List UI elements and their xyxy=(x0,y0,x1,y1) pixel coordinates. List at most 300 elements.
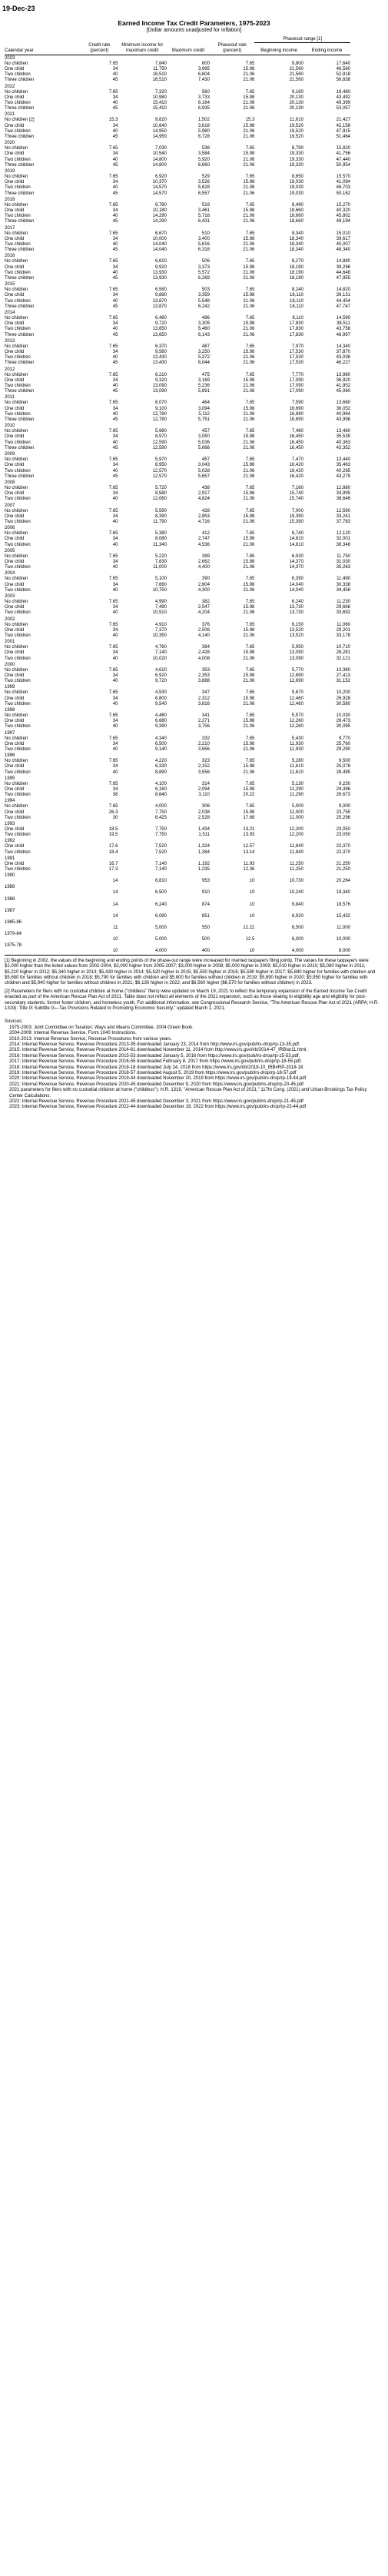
beginning-income: 19,520 xyxy=(289,128,303,134)
ending-income: 15,270 xyxy=(336,202,350,208)
credit-rate: 40 xyxy=(112,128,118,134)
min-income: 6,080 xyxy=(154,913,167,919)
empty-cell xyxy=(254,310,303,316)
empty-cell xyxy=(303,84,350,90)
row-label: No children xyxy=(5,690,28,696)
beginning-income: 11,610 xyxy=(290,764,303,769)
row-label: Three children xyxy=(5,304,35,309)
max-credit: 3,526 xyxy=(197,180,210,185)
max-credit: 364 xyxy=(201,645,210,650)
beginning-income: 14,810 xyxy=(289,537,303,542)
year-label: 1987 xyxy=(5,908,15,913)
max-credit: 475 xyxy=(201,372,210,377)
beginning-income: 16,690 xyxy=(289,406,303,411)
row-label: No children xyxy=(5,577,28,582)
ending-income: 29,201 xyxy=(336,627,350,633)
max-credit: 1,384 xyxy=(197,849,210,855)
empty-cell xyxy=(303,225,350,231)
empty-cell xyxy=(81,753,118,759)
row-label: No children xyxy=(5,759,28,764)
empty-cell xyxy=(118,55,167,61)
table-row xyxy=(5,163,350,168)
table-row xyxy=(5,175,350,180)
phaseout-rate: 15.98 xyxy=(243,627,255,633)
empty-cell xyxy=(81,480,118,486)
ending-income: 27,413 xyxy=(336,673,350,678)
credit-rate: 34 xyxy=(112,236,118,241)
row-label: Two children xyxy=(5,72,31,78)
phaseout-rate: 7.65 xyxy=(245,401,255,406)
phaseout-rate: 21.06 xyxy=(243,468,255,474)
table-row xyxy=(5,610,350,616)
ending-income: 26,928 xyxy=(336,696,350,701)
year-label: 1998 xyxy=(5,708,15,713)
min-income: 13,650 xyxy=(152,327,167,332)
ending-income: 38,511 xyxy=(337,321,350,327)
row-label: Three children xyxy=(5,248,35,253)
beginning-income: 19,330 xyxy=(289,162,303,168)
max-credit: 5,572 xyxy=(197,270,210,275)
credit-rate: 34 xyxy=(112,406,118,411)
empty-cell xyxy=(303,394,350,401)
credit-rate: 40 xyxy=(112,747,118,753)
max-credit: 560 xyxy=(201,89,210,95)
max-credit: 500 xyxy=(201,937,210,942)
max-credit: 2,747 xyxy=(197,537,210,542)
credit-rate: 10 xyxy=(81,949,118,955)
table-row xyxy=(5,271,350,276)
credit-rate: 7.65 xyxy=(108,690,118,696)
phaseout-rate: 13.21 xyxy=(243,827,255,833)
min-income: 7,370 xyxy=(154,627,167,633)
phaseout-rate: 7.65 xyxy=(245,759,255,764)
empty-cell xyxy=(254,367,303,373)
table-row xyxy=(5,389,350,394)
source-item: 2017: Internal Revenue Service, Revenue Procedure 2016-55 downloaded February 8, 2017 from https://www.irs.gov/pub/irs-drop/rp-16-55.pdf. xyxy=(9,1059,302,1065)
ending-income: 15,432 xyxy=(336,913,350,919)
year-label: 1994 xyxy=(5,799,15,804)
ending-income: 12,590 xyxy=(336,508,350,514)
max-credit: 3,043 xyxy=(197,463,210,468)
credit-rate: 17.6 xyxy=(108,844,118,849)
sources-list xyxy=(5,1025,380,1111)
min-income: 13,930 xyxy=(152,270,167,275)
min-income: 8,970 xyxy=(154,434,167,440)
row-label: No children xyxy=(5,259,28,264)
ending-income: 17,640 xyxy=(336,61,350,66)
header-calendar-year: Calendar year xyxy=(5,43,81,55)
beginning-income: 16,420 xyxy=(289,463,303,468)
empty-cell xyxy=(167,639,210,645)
table-row xyxy=(5,288,350,293)
empty-cell xyxy=(81,776,118,782)
empty-cell xyxy=(118,919,167,926)
header-min-income: Minimum income for maximum credit xyxy=(118,43,167,55)
beginning-income: 18,190 xyxy=(289,276,303,281)
empty-cell xyxy=(81,821,118,827)
credit-rate: 34 xyxy=(112,350,118,355)
phaseout-rate: 21.06 xyxy=(243,701,255,706)
ending-income: 47,440 xyxy=(336,157,350,162)
row-label: Two children xyxy=(5,849,31,855)
empty-cell xyxy=(118,856,167,862)
ending-income: 40,363 xyxy=(336,440,350,445)
phaseout-rate: 15.98 xyxy=(243,491,255,497)
empty-cell xyxy=(167,942,210,949)
min-income: 9,560 xyxy=(154,350,167,355)
beginning-income: 11,290 xyxy=(290,787,303,793)
beginning-income: 19,330 xyxy=(289,157,303,162)
beginning-income: 8,240 xyxy=(291,288,303,293)
ending-income: 38,646 xyxy=(336,497,350,502)
ending-income: 11,230 xyxy=(337,599,350,604)
beginning-income: 16,450 xyxy=(289,445,303,450)
credit-rate: 45 xyxy=(112,332,118,337)
empty-cell xyxy=(118,394,167,401)
table-row xyxy=(5,219,350,224)
max-credit: 3,110 xyxy=(198,793,210,798)
empty-cell xyxy=(167,707,210,713)
ending-income: 23,050 xyxy=(336,827,350,833)
empty-cell xyxy=(254,931,303,937)
min-income: 10,020 xyxy=(152,656,167,661)
empty-cell xyxy=(81,798,118,804)
beginning-income: 5,570 xyxy=(291,713,303,718)
credit-rate: 7.65 xyxy=(108,259,118,264)
source-item: 1975-2003: Joint Committee on Taxation; Ways and Means Committee, 2004 Green Book. xyxy=(9,1025,194,1030)
credit-rate: 40 xyxy=(112,214,118,219)
beginning-income: 6,000 xyxy=(291,937,303,942)
empty-cell xyxy=(118,684,167,690)
empty-cell xyxy=(210,798,254,804)
beginning-income: 12,200 xyxy=(289,833,303,838)
empty-cell xyxy=(210,548,254,554)
max-credit: 2,038 xyxy=(197,809,210,815)
beginning-income: 6,740 xyxy=(291,531,303,537)
table-row xyxy=(5,95,350,101)
max-credit: 2,428 xyxy=(197,650,210,656)
table-row xyxy=(5,429,350,434)
credit-rate: 40 xyxy=(112,440,118,445)
max-credit: 3,050 xyxy=(197,434,210,440)
table-row xyxy=(5,867,350,873)
phaseout-rate: 21.06 xyxy=(243,191,255,196)
beginning-income: 13,730 xyxy=(289,605,303,610)
phaseout-rate: 21.06 xyxy=(243,219,255,224)
table-row xyxy=(5,106,350,111)
document-date: 19-Dec-23 xyxy=(2,5,35,12)
row-label: One child xyxy=(5,406,25,411)
beginning-income: 17,830 xyxy=(289,321,303,327)
credit-rate: 45 xyxy=(112,106,118,111)
table-row xyxy=(5,129,350,135)
ending-income: 15,010 xyxy=(336,231,350,236)
credit-rate: 30 xyxy=(112,815,118,820)
table-row xyxy=(5,764,350,769)
phaseout-rate: 7.65 xyxy=(245,553,255,559)
phaseout-rate: 7.65 xyxy=(245,89,255,95)
ending-income: 13,660 xyxy=(336,401,350,406)
empty-cell xyxy=(303,55,350,61)
empty-cell xyxy=(118,821,167,827)
row-label: One child xyxy=(5,95,25,100)
credit-rate: 34 xyxy=(112,463,118,468)
table-row xyxy=(5,844,350,849)
empty-cell xyxy=(254,281,303,288)
table-row xyxy=(5,793,350,798)
year-row xyxy=(5,896,350,902)
credit-rate: 7.65 xyxy=(108,231,118,236)
empty-cell xyxy=(81,423,118,429)
empty-cell xyxy=(210,570,254,577)
empty-cell xyxy=(81,896,118,902)
ending-income: 10,000 xyxy=(336,937,350,942)
min-income: 9,140 xyxy=(154,747,167,753)
empty-cell xyxy=(118,480,167,486)
phaseout-rate: 21.06 xyxy=(243,72,255,78)
phaseout-rate: 11.93 xyxy=(243,861,255,866)
empty-cell xyxy=(167,856,210,862)
empty-cell xyxy=(118,908,167,914)
max-credit: 457 xyxy=(201,457,210,463)
phaseout-rate: 21.06 xyxy=(243,100,255,105)
ending-income: 33,692 xyxy=(336,610,350,616)
table-row xyxy=(5,827,350,833)
beginning-income: 19,520 xyxy=(289,123,303,128)
phaseout-rate: 7.65 xyxy=(245,316,255,321)
ending-income: 47,955 xyxy=(336,276,350,281)
credit-rate: 45 xyxy=(112,445,118,450)
beginning-income: 11,610 xyxy=(290,118,303,123)
row-label: Three children xyxy=(5,276,35,281)
empty-cell xyxy=(210,856,254,862)
beginning-income: 11,250 xyxy=(290,861,303,866)
year-row xyxy=(5,140,350,146)
credit-rate: 34 xyxy=(112,627,118,633)
ending-income: 50,954 xyxy=(336,162,350,168)
min-income: 4,000 xyxy=(154,804,167,809)
min-income: 14,040 xyxy=(152,242,167,247)
page xyxy=(0,0,388,1118)
year-label: 2011 xyxy=(5,395,15,401)
credit-rate: 7.65 xyxy=(108,622,118,627)
table-row xyxy=(5,463,350,468)
min-income: 8,425 xyxy=(154,815,167,820)
row-label: Three children xyxy=(5,191,35,196)
ending-income: 45,802 xyxy=(336,214,350,219)
empty-cell xyxy=(167,684,210,690)
beginning-income: 16,690 xyxy=(289,411,303,417)
empty-cell xyxy=(167,570,210,577)
min-income: 10,750 xyxy=(152,587,167,593)
phaseout-rate: 15.98 xyxy=(243,321,255,327)
empty-cell xyxy=(118,367,167,373)
ending-income: 16,480 xyxy=(336,89,350,95)
table-row xyxy=(5,191,350,197)
beginning-income: 13,520 xyxy=(289,633,303,638)
table-title: Earned Income Tax Credit Parameters, 1975-2023 xyxy=(118,19,270,27)
table-row xyxy=(5,937,350,942)
beginning-income: 18,660 xyxy=(289,214,303,219)
empty-cell xyxy=(303,896,350,902)
empty-cell xyxy=(303,856,350,862)
row-label xyxy=(5,949,81,955)
min-income: 15,410 xyxy=(152,100,167,105)
empty-cell xyxy=(167,84,210,90)
ending-income: 14,880 xyxy=(336,259,350,264)
empty-cell xyxy=(303,776,350,782)
empty-cell xyxy=(167,55,210,61)
max-credit: 6,728 xyxy=(197,134,210,139)
phaseout-rate: 7.65 xyxy=(245,429,255,434)
empty-cell xyxy=(254,884,303,890)
empty-cell xyxy=(167,394,210,401)
empty-cell xyxy=(210,776,254,782)
empty-cell xyxy=(254,525,303,531)
min-income: 12,590 xyxy=(152,440,167,445)
empty-cell xyxy=(303,908,350,914)
table-row xyxy=(5,333,350,338)
year-row xyxy=(5,753,350,759)
ending-income: 45,007 xyxy=(336,242,350,247)
empty-cell xyxy=(118,884,167,890)
table-row xyxy=(5,316,350,321)
year-label: 2001 xyxy=(5,640,15,645)
max-credit: 2,094 xyxy=(197,787,210,793)
empty-cell xyxy=(118,730,167,736)
empty-cell xyxy=(210,942,254,949)
empty-cell xyxy=(118,225,167,231)
min-income: 7,140 xyxy=(154,867,167,873)
row-label: One child xyxy=(5,377,25,383)
max-credit: 5,716 xyxy=(197,214,210,219)
row-label: No children xyxy=(5,781,28,786)
ending-income: 37,870 xyxy=(336,350,350,355)
min-income: 9,920 xyxy=(154,264,167,270)
table-row xyxy=(5,214,350,219)
ending-income: 39,296 xyxy=(336,264,350,270)
max-credit: 487 xyxy=(201,344,210,349)
credit-rate: 34 xyxy=(112,66,118,71)
empty-cell xyxy=(303,253,350,259)
max-credit: 2,353 xyxy=(197,673,210,678)
max-credit: 851 xyxy=(201,913,210,919)
beginning-income: 16,450 xyxy=(289,440,303,445)
max-credit: 519 xyxy=(201,202,210,208)
credit-rate: 7.65 xyxy=(108,146,118,151)
beginning-income: 14,040 xyxy=(289,587,303,593)
beginning-income: 11,000 xyxy=(290,809,303,815)
credit-rate: 19.5 xyxy=(108,833,118,838)
max-credit: 2,547 xyxy=(197,605,210,610)
phaseout-rate: 21.06 xyxy=(243,679,255,684)
row-label: Two children xyxy=(5,214,31,219)
ending-income: 21,427 xyxy=(336,118,350,123)
ending-income: 51,464 xyxy=(336,134,350,139)
phaseout-rate: 10 xyxy=(249,913,255,919)
year-row xyxy=(5,525,350,531)
credit-rate: 7.65 xyxy=(108,759,118,764)
empty-cell xyxy=(167,503,210,509)
phaseout-rate: 7.65 xyxy=(245,713,255,718)
row-label: No children xyxy=(5,202,28,208)
empty-cell xyxy=(303,707,350,713)
max-credit: 3,733 xyxy=(197,95,210,100)
table-row xyxy=(5,719,350,724)
beginning-income: 12,690 xyxy=(289,673,303,678)
max-credit: 6,143 xyxy=(197,332,210,337)
phaseout-rate: 21.06 xyxy=(243,474,255,479)
max-credit: 353 xyxy=(201,667,210,673)
credit-rate: 34 xyxy=(112,559,118,564)
empty-cell xyxy=(118,525,167,531)
row-label: One child xyxy=(5,673,25,678)
min-income: 8,640 xyxy=(154,793,167,798)
phaseout-rate: 15.98 xyxy=(243,582,255,587)
phaseout-rate: 15.98 xyxy=(243,66,255,71)
ending-income: 13,440 xyxy=(336,457,350,463)
table-row xyxy=(5,407,350,412)
beginning-income: 4,000 xyxy=(254,949,303,955)
ending-income: 29,290 xyxy=(336,747,350,753)
row-label: Two children xyxy=(5,355,31,361)
table-row xyxy=(5,151,350,157)
empty-cell xyxy=(303,730,350,736)
min-income: 13,430 xyxy=(152,361,167,366)
beginning-income: 14,370 xyxy=(289,559,303,564)
row-label: Two children xyxy=(5,656,31,661)
phaseout-rate: 15.98 xyxy=(243,350,255,355)
year-row xyxy=(5,919,350,926)
credit-rate: 34 xyxy=(112,151,118,157)
beginning-income: 10,240 xyxy=(289,890,303,896)
credit-rate: 7.65 xyxy=(108,174,118,179)
ending-income: 11,750 xyxy=(337,553,350,559)
min-income: 4,460 xyxy=(154,713,167,718)
min-income: 10,350 xyxy=(152,633,167,638)
phaseout-rate: 21.06 xyxy=(243,304,255,309)
year-row xyxy=(5,639,350,645)
min-income: 7,830 xyxy=(154,559,167,564)
row-label: Three children xyxy=(5,389,35,394)
credit-rate: 40 xyxy=(112,633,118,638)
table-subtitle: [Dollar amounts unadjusted for inflation] xyxy=(146,28,242,33)
phaseout-rate: 15.98 xyxy=(243,559,255,564)
ending-income: 42,158 xyxy=(336,123,350,128)
empty-cell xyxy=(118,942,167,949)
ending-income: 32,001 xyxy=(336,537,350,542)
table-row xyxy=(5,401,350,406)
phaseout-rate: 21.06 xyxy=(243,587,255,593)
table-row xyxy=(5,378,350,384)
year-row xyxy=(5,394,350,401)
year-row xyxy=(5,111,350,118)
beginning-income: 7,480 xyxy=(291,429,303,434)
phaseout-rate: 21.06 xyxy=(243,162,255,168)
empty-cell xyxy=(210,617,254,623)
row-label: Two children xyxy=(5,327,31,332)
phaseout-rate: 7.65 xyxy=(245,202,255,208)
year-label: 2021 xyxy=(5,112,15,118)
phaseout-rate: 7.65 xyxy=(245,457,255,463)
ending-income: 29,666 xyxy=(336,605,350,610)
phaseout-rate: 15.98 xyxy=(243,696,255,701)
max-credit: 3,359 xyxy=(197,293,210,298)
credit-rate: 34 xyxy=(112,582,118,587)
beginning-income: 7,970 xyxy=(291,344,303,349)
header-max-credit: Maximum credit xyxy=(167,43,210,55)
table-row xyxy=(5,650,350,656)
